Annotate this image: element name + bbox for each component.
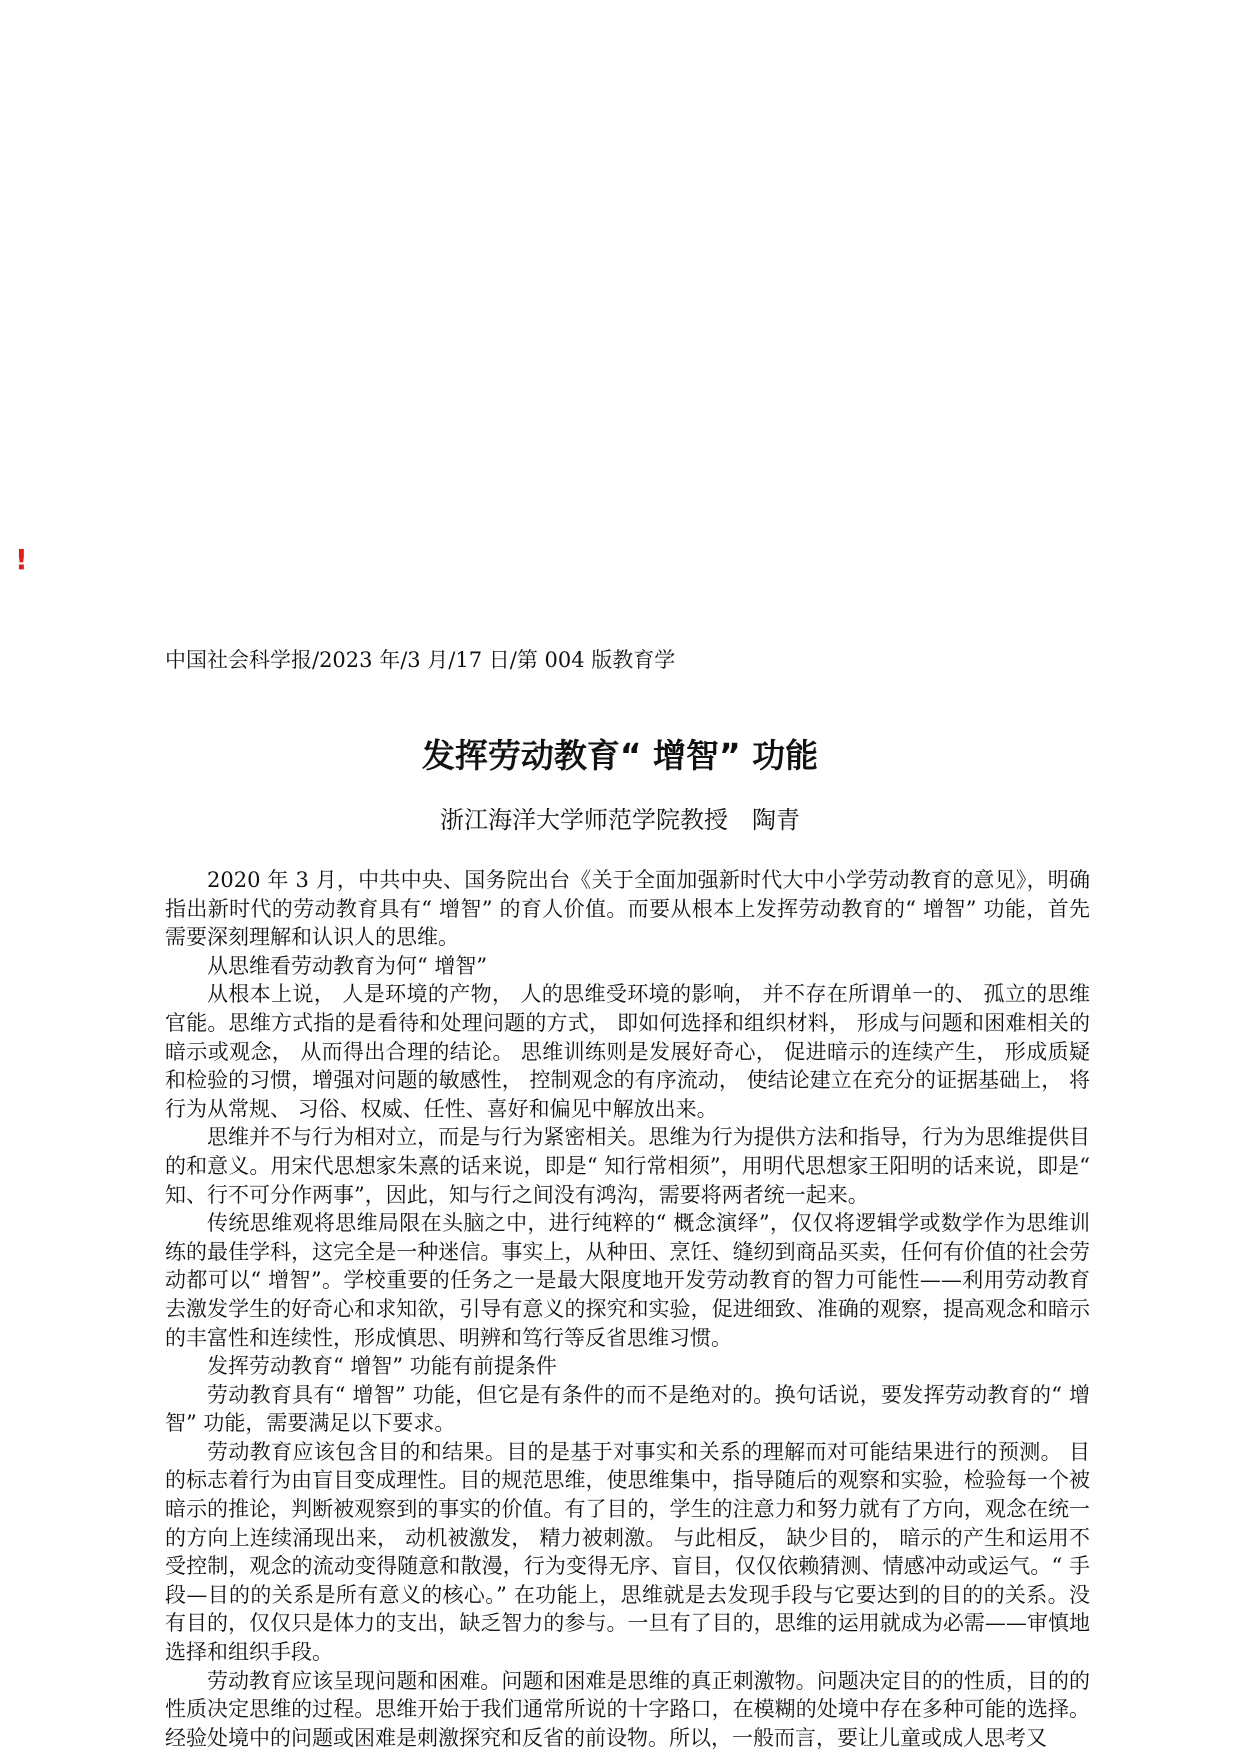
body-paragraph: 劳动教育具有“ 增智” 功能，但它是有条件的而不是绝对的。换句话说，要发挥劳动教育的“ 增智” 功能，需要满足以下要求。 — [165, 1382, 1090, 1436]
section-heading-1: 从思维看劳动教育为何“ 增智” — [207, 953, 488, 978]
intro-paragraph: 2020 年 3 月，中共中央、国务院出台《关于全面加强新时代大中小学劳动教育的意见》，明确指出新时代的劳动教育具有“ 增智” 的育人价值。而要从根本上发挥劳动教育的“ 增智” 功能，首先需要深刻理解和认识人的思维。 — [165, 868, 1090, 950]
body-paragraph: 从根本上说， 人是环境的产物， 人的思维受环境的影响， 并不存在所谓单一的、 孤立的思维官能。思维方式指的是看待和处理问题的方式， 即如何选择和组织材料， 形成与问题和困难相关的暗示或观念， 从而得出合理的结论。 思维训练则是发展好奇心， 促进暗示的连续产生， 形成质疑和检验的习惯，增强对问题的敏感性， 控制观念的有序流动， 使结论建立在充分的证据基础上， 将行为从常规、 习俗、权威、任性、喜好和偏见中解放出来。 — [165, 982, 1090, 1121]
body-paragraph: 劳动教育应该呈现问题和困难。问题和困难是思维的真正刺激物。问题决定目的的性质，目的的性质决定思维的过程。思维开始于我们通常所说的十字路口，在模糊的处境中存在多种可能的选择。经验处境中的问题或困难是刺激探究和反省的前设物。所以，一般而言，要让儿童或成人思考又 — [165, 1668, 1090, 1750]
article-title: 发挥劳动教育“ 增智” 功能 — [421, 736, 819, 775]
body-paragraph: 思维并不与行为相对立，而是与行为紧密相关。思维为行为提供方法和指导，行为为思维提供目的和意义。用宋代思想家朱熹的话来说，即是“ 知行常相须”，用明代思想家王阳明的话来说，即是“ 知、行不可分作两事”，因此，知与行之间没有鸿沟，需要将两者统一起来。 — [165, 1125, 1090, 1207]
author-byline: 浙江海洋大学师范学院教授 陶青 — [440, 806, 800, 834]
body-paragraph: 传统思维观将思维局限在头脑之中，进行纯粹的“ 概念演绎”，仅仅将逻辑学或数学作为思维训练的最佳学科，这完全是一种迷信。事实上，从种田、烹饪、缝纫到商品买卖，任何有价值的社会劳动都可以“ 增智”。学校重要的任务之一是最大限度地开发劳动教育的智力可能性——利用劳动教育去激发学生的好奇心和求知欲，引导有意义的探究和实验，促进细致、准确的观察，提高观念和暗示的丰富性和连续性，形成慎思、明辨和笃行等反省思维习惯。 — [165, 1211, 1090, 1350]
article-body — [165, 866, 1090, 1752]
section-heading-2: 发挥劳动教育“ 增智” 功能有前提条件 — [207, 1354, 557, 1379]
source-line: 中国社会科学报/2023 年/3 月/17 日/第 004 版教育学 — [165, 648, 676, 672]
body-paragraph: 劳动教育应该包含目的和结果。目的是基于对事实和关系的理解而对可能结果进行的预测。 目的标志着行为由盲目变成理性。目的规范思维，使思维集中，指导随后的观察和实验，检验每一个被暗示的推论，判断被观察到的事实的价值。有了目的，学生的注意力和努力就有了方向，观念在统一的方向上连续涌现出来， 动机被激发， 精力被刺激。 与此相反， 缺少目的， 暗示的产生和运用不受控制，观念的流动变得随意和散漫，行为变得无序、盲目，仅仅依赖猜测、情感冲动或运气。“ 手段—目的的关系是所有意义的核心。” 在功能上，思维就是去发现手段与它要达到的目的的关系。没有目的，仅仅只是体力的支出，缺乏智力的参与。一旦有了目的，思维的运用就成为必需——审慎地选择和组织手段。 — [165, 1439, 1090, 1665]
red-exclamation-mark: ! — [15, 543, 28, 576]
